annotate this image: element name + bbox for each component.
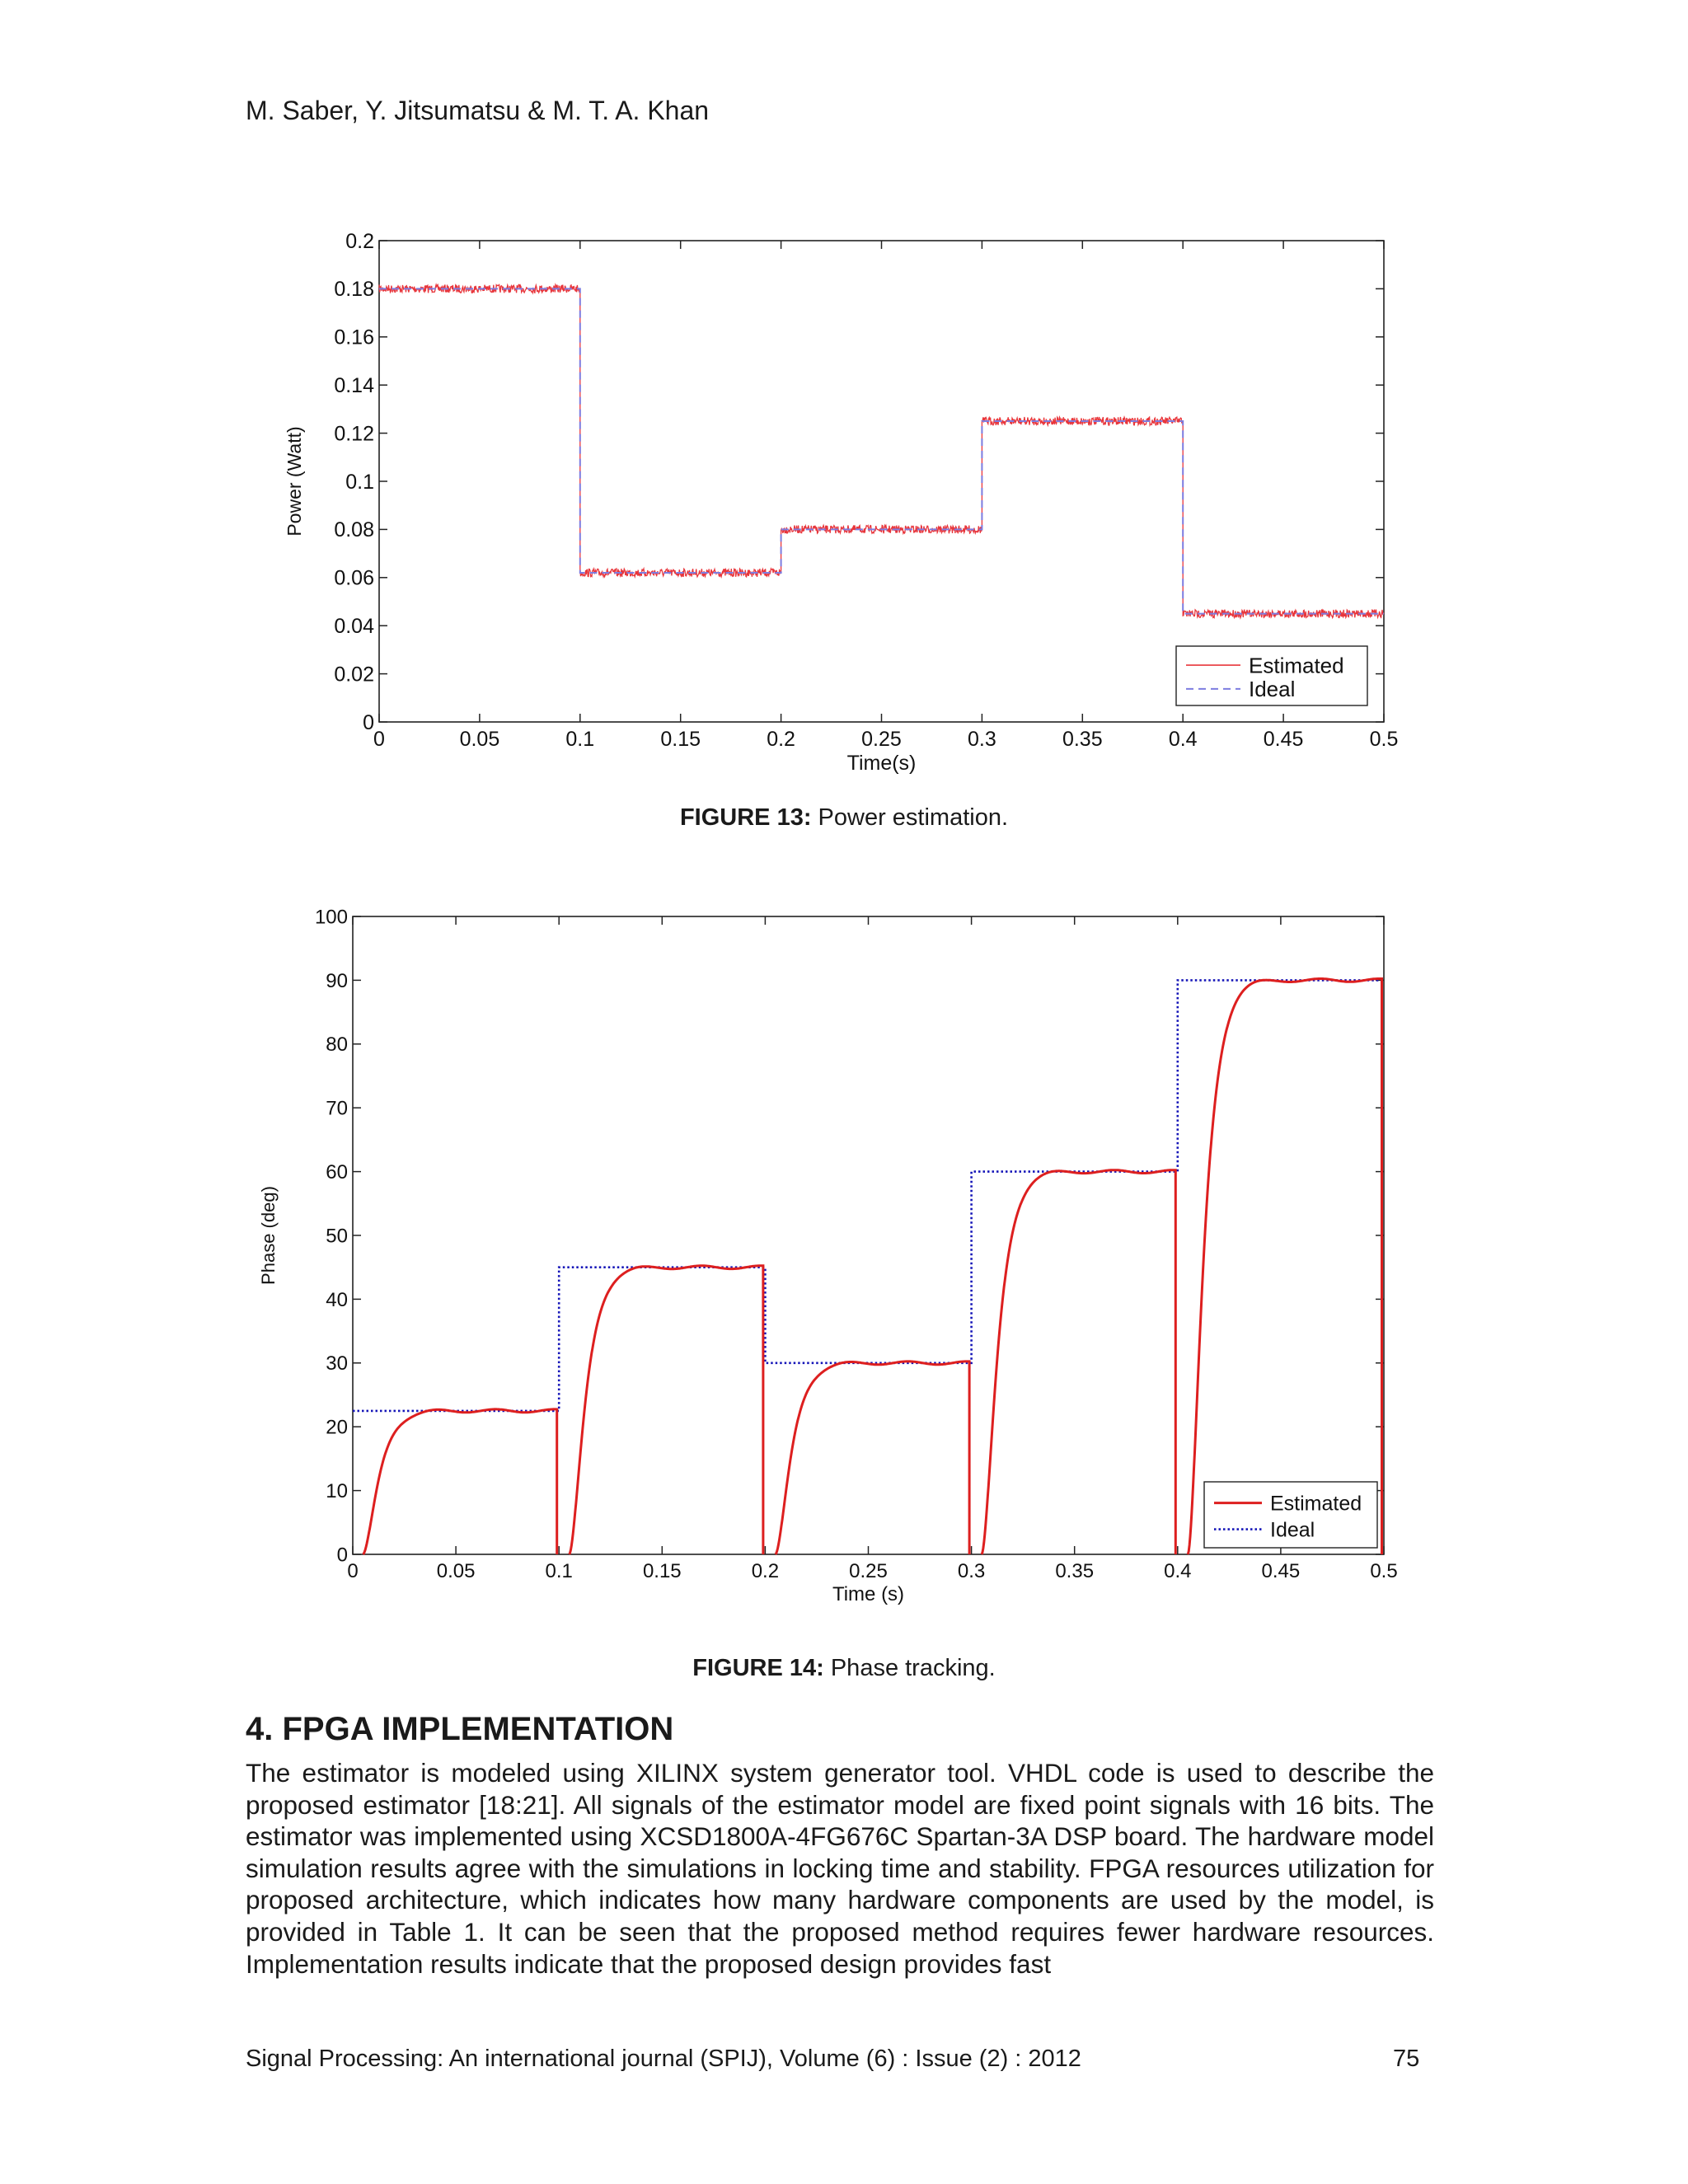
y-tick-label: 0.02 <box>334 663 374 687</box>
figure-13-caption <box>0 804 1688 832</box>
x-tick-label: 0.35 <box>1055 1560 1095 1582</box>
y-tick-label: 40 <box>326 1288 348 1311</box>
y-tick-label: 30 <box>326 1352 348 1376</box>
x-tick-label: 0.05 <box>436 1560 476 1582</box>
x-tick-label: 0.4 <box>1168 728 1198 751</box>
figure-14-label: FIGURE 14: <box>692 1655 824 1681</box>
x-tick-label: 0.1 <box>565 728 595 751</box>
x-tick-label: 0.15 <box>660 728 701 751</box>
x-tick-label: 0.2 <box>767 728 795 751</box>
y-tick-label: 0.06 <box>334 566 374 590</box>
x-tick-label: 0 <box>373 728 385 751</box>
x-tick-label: 0.25 <box>861 728 902 751</box>
x-tick-label: 0.05 <box>459 728 500 751</box>
y-tick-label: 0.08 <box>334 518 374 542</box>
figure-13-text: Power estimation. <box>818 804 1009 831</box>
phase-tracking-chart <box>0 890 1688 1632</box>
power-estimation-chart <box>0 214 1688 791</box>
y-axis-label: Power (Watt) <box>284 426 305 537</box>
running-head-authors: M. Saber, Y. Jitsumatsu & M. T. A. Khan <box>246 96 710 125</box>
x-tick-label: 0 <box>347 1560 359 1582</box>
x-tick-label: 0.3 <box>968 728 996 751</box>
y-tick-label: 0.16 <box>334 326 374 349</box>
y-tick-label: 0.12 <box>334 422 374 446</box>
y-tick-label: 0.04 <box>334 614 374 638</box>
figure-14-caption <box>0 1655 1688 1682</box>
y-axis-label: Phase (deg) <box>258 1186 279 1285</box>
x-tick-label: 0.5 <box>1370 1560 1398 1582</box>
legend-label-ideal: Ideal <box>1249 677 1296 702</box>
body-paragraph: The estimator is modeled using XILINX system generator tool. VHDL code is used to describe the proposed estimator [18:21]. All signals of the estimator model are fixed point signals with 16 bits. The estimator was implemented using XCSD1800A-4FG676C Spartan-3A DSP board. The hardware model simulation results agree with the simulations in locking time and stability. FPGA resources utilization for proposed architecture, which indicates how many hardware components are used by the model, is provided in Table 1. It can be seen that the proposed method requires fewer hardware resources. Implementation results indicate that the proposed design provides fast <box>246 1758 1434 1979</box>
figure-13-label: FIGURE 13: <box>679 804 812 831</box>
y-tick-label: 100 <box>314 906 348 929</box>
section-heading: 4. FPGA IMPLEMENTATION <box>246 1711 674 1747</box>
plot-area <box>353 916 1384 1554</box>
x-axis-label: Time (s) <box>832 1583 905 1605</box>
x-tick-label: 0.45 <box>1261 1560 1301 1582</box>
x-axis-label: Time(s) <box>846 752 917 775</box>
y-tick-label: 0 <box>363 710 374 734</box>
y-tick-label: 0.1 <box>345 470 374 494</box>
y-tick-label: 90 <box>326 969 348 992</box>
x-tick-label: 0.5 <box>1369 728 1399 751</box>
footer-page-number: 75 <box>1393 2046 1420 2072</box>
y-tick-label: 10 <box>326 1480 348 1502</box>
legend-label-estimated: Estimated <box>1270 1492 1362 1516</box>
x-tick-label: 0.25 <box>849 1560 888 1582</box>
y-tick-label: 0.2 <box>345 229 374 253</box>
x-tick-label: 0.45 <box>1263 728 1304 751</box>
legend-label-ideal: Ideal <box>1270 1518 1315 1542</box>
y-tick-label: 60 <box>326 1161 348 1183</box>
y-tick-label: 0.18 <box>334 278 374 302</box>
x-tick-label: 0.3 <box>957 1560 986 1582</box>
footer-journal: Signal Processing: An international journal (SPIJ), Volume (6) : Issue (2) : 2012 <box>246 2046 1081 2072</box>
y-tick-label: 80 <box>326 1033 348 1057</box>
x-tick-label: 0.35 <box>1062 728 1103 751</box>
x-tick-label: 0.1 <box>545 1560 573 1582</box>
y-tick-label: 70 <box>326 1097 348 1120</box>
y-tick-label: 20 <box>326 1416 348 1439</box>
y-tick-label: 0 <box>336 1544 348 1567</box>
legend-label-estimated: Estimated <box>1249 653 1344 678</box>
x-tick-label: 0.4 <box>1164 1560 1192 1582</box>
x-tick-label: 0.15 <box>642 1560 682 1582</box>
y-tick-label: 0.14 <box>334 373 374 397</box>
figure-14-text: Phase tracking. <box>830 1655 996 1681</box>
x-tick-label: 0.2 <box>751 1560 780 1582</box>
y-tick-label: 50 <box>326 1225 348 1248</box>
